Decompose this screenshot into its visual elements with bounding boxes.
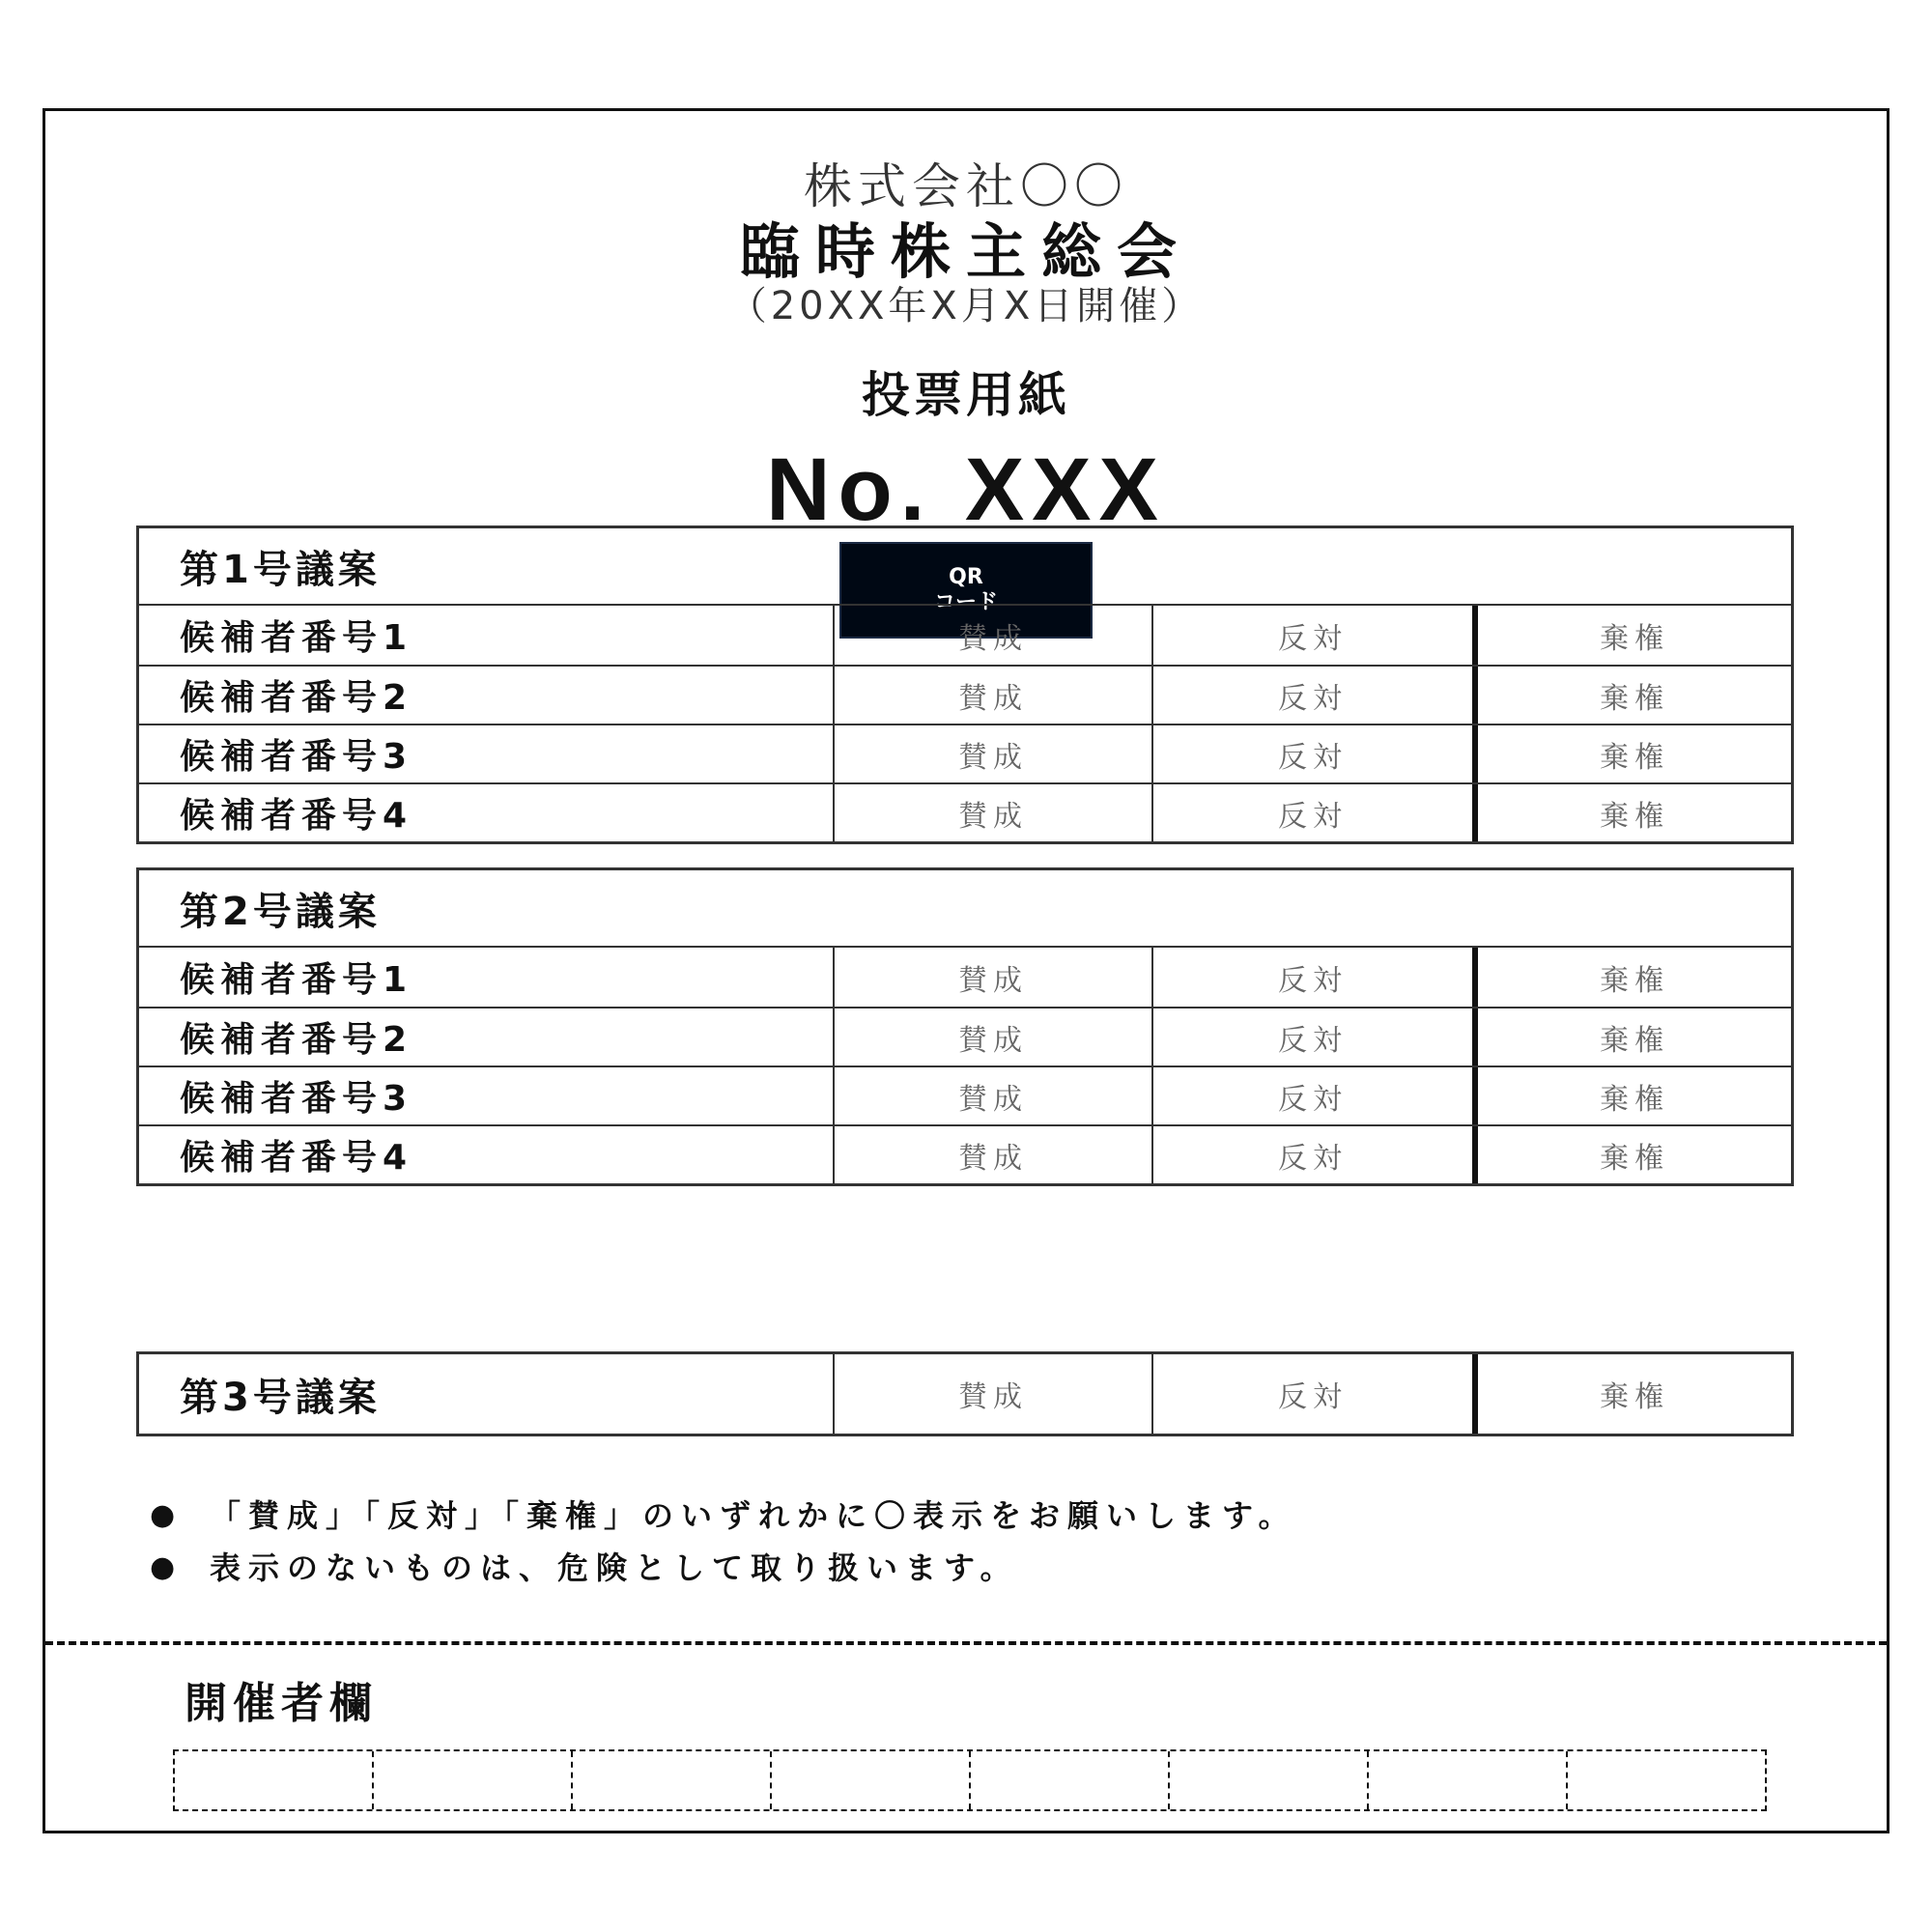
abstain-option[interactable]: 棄権: [1472, 1126, 1791, 1183]
instructions: [150, 1496, 1811, 1601]
oppose-option[interactable]: 反対: [1151, 606, 1472, 665]
approve-option[interactable]: 賛成: [833, 1126, 1151, 1183]
candidate-label: 候補者番号4: [180, 796, 413, 836]
candidate-label: 候補者番号2: [180, 1020, 413, 1060]
abstain-option[interactable]: 棄権: [1472, 1009, 1791, 1065]
host-stamp-box[interactable]: [372, 1751, 571, 1809]
approve-option[interactable]: 賛成: [833, 725, 1151, 782]
candidate-label: 候補者番号1: [180, 618, 413, 658]
ballot-number: No. XXX: [766, 440, 1166, 539]
ballot-title: 投票用紙: [862, 367, 1070, 423]
bullet-icon: ●: [150, 1498, 184, 1532]
abstain-option[interactable]: 棄権: [1472, 1067, 1791, 1124]
instruction-text: 「賛成」「反対」「棄権」のいずれかに〇表示をお願いします。: [210, 1497, 1297, 1534]
host-stamp-box[interactable]: [1168, 1751, 1367, 1809]
oppose-option[interactable]: 反対: [1151, 725, 1472, 782]
oppose-option[interactable]: 反対: [1151, 667, 1472, 724]
abstain-option[interactable]: 棄権: [1472, 784, 1791, 841]
instruction-text: 表示のないものは、危険として取り扱います。: [210, 1549, 1019, 1586]
host-stamp-box[interactable]: [969, 1751, 1168, 1809]
list-item: [150, 1496, 1811, 1535]
proposal-3-table: [136, 1351, 1794, 1436]
approve-option[interactable]: 賛成: [833, 1009, 1151, 1065]
abstain-option[interactable]: 棄権: [1472, 948, 1791, 1007]
oppose-option[interactable]: 反対: [1151, 784, 1472, 841]
table-row: [139, 665, 1791, 724]
host-section-label: 開催者欄: [185, 1679, 378, 1728]
oppose-option[interactable]: 反対: [1151, 1126, 1472, 1183]
proposal-1-table: [136, 526, 1794, 844]
oppose-option[interactable]: 反対: [1151, 1009, 1472, 1065]
abstain-option[interactable]: 棄権: [1472, 667, 1791, 724]
candidate-label: 候補者番号3: [180, 737, 413, 777]
proposal-1-title: 第1号議案: [139, 528, 1791, 606]
company-name: 株式会社〇〇: [804, 158, 1128, 214]
qr-label-line2: コード: [933, 590, 998, 614]
host-stamp-box[interactable]: [571, 1751, 770, 1809]
abstain-option[interactable]: 棄権: [1472, 606, 1791, 665]
candidate-label: 候補者番号4: [180, 1138, 413, 1178]
abstain-option[interactable]: 棄権: [1472, 725, 1791, 782]
table-row: [139, 782, 1791, 841]
ballot-sheet: [43, 108, 1889, 1833]
list-item: [150, 1548, 1811, 1587]
candidate-label: 候補者番号1: [180, 960, 413, 1000]
oppose-option[interactable]: 反対: [1151, 1354, 1472, 1434]
candidate-label: 候補者番号2: [180, 678, 413, 718]
table-row: [139, 724, 1791, 782]
approve-option[interactable]: 賛成: [833, 948, 1151, 1007]
host-stamp-box[interactable]: [770, 1751, 969, 1809]
approve-option[interactable]: 賛成: [833, 606, 1151, 665]
bullet-icon: ●: [150, 1550, 184, 1584]
host-stamp-box[interactable]: [1566, 1751, 1765, 1809]
table-row: [139, 1007, 1791, 1065]
table-row: [139, 606, 1791, 665]
host-stamp-box[interactable]: [175, 1751, 372, 1809]
approve-option[interactable]: 賛成: [833, 1067, 1151, 1124]
cut-line: [45, 1641, 1887, 1645]
abstain-option[interactable]: 棄権: [1472, 1354, 1791, 1434]
proposal-2-title: 第2号議案: [139, 870, 1791, 948]
table-row: [139, 1065, 1791, 1124]
oppose-option[interactable]: 反対: [1151, 948, 1472, 1007]
qr-label-line1: QR: [949, 565, 983, 589]
table-row: [139, 948, 1791, 1007]
host-stamp-boxes: [173, 1749, 1767, 1811]
candidate-label: 候補者番号3: [180, 1079, 413, 1119]
oppose-option[interactable]: 反対: [1151, 1067, 1472, 1124]
host-stamp-box[interactable]: [1367, 1751, 1566, 1809]
approve-option[interactable]: 賛成: [833, 667, 1151, 724]
proposal-3-title: 第3号議案: [180, 1375, 381, 1420]
approve-option[interactable]: 賛成: [833, 784, 1151, 841]
proposal-2-table: [136, 867, 1794, 1186]
meeting-date: （20XX年X月X日開催）: [727, 284, 1205, 328]
approve-option[interactable]: 賛成: [833, 1354, 1151, 1434]
meeting-title: 臨時株主総会: [739, 216, 1192, 287]
table-row: [139, 1354, 1791, 1434]
table-row: [139, 1124, 1791, 1183]
